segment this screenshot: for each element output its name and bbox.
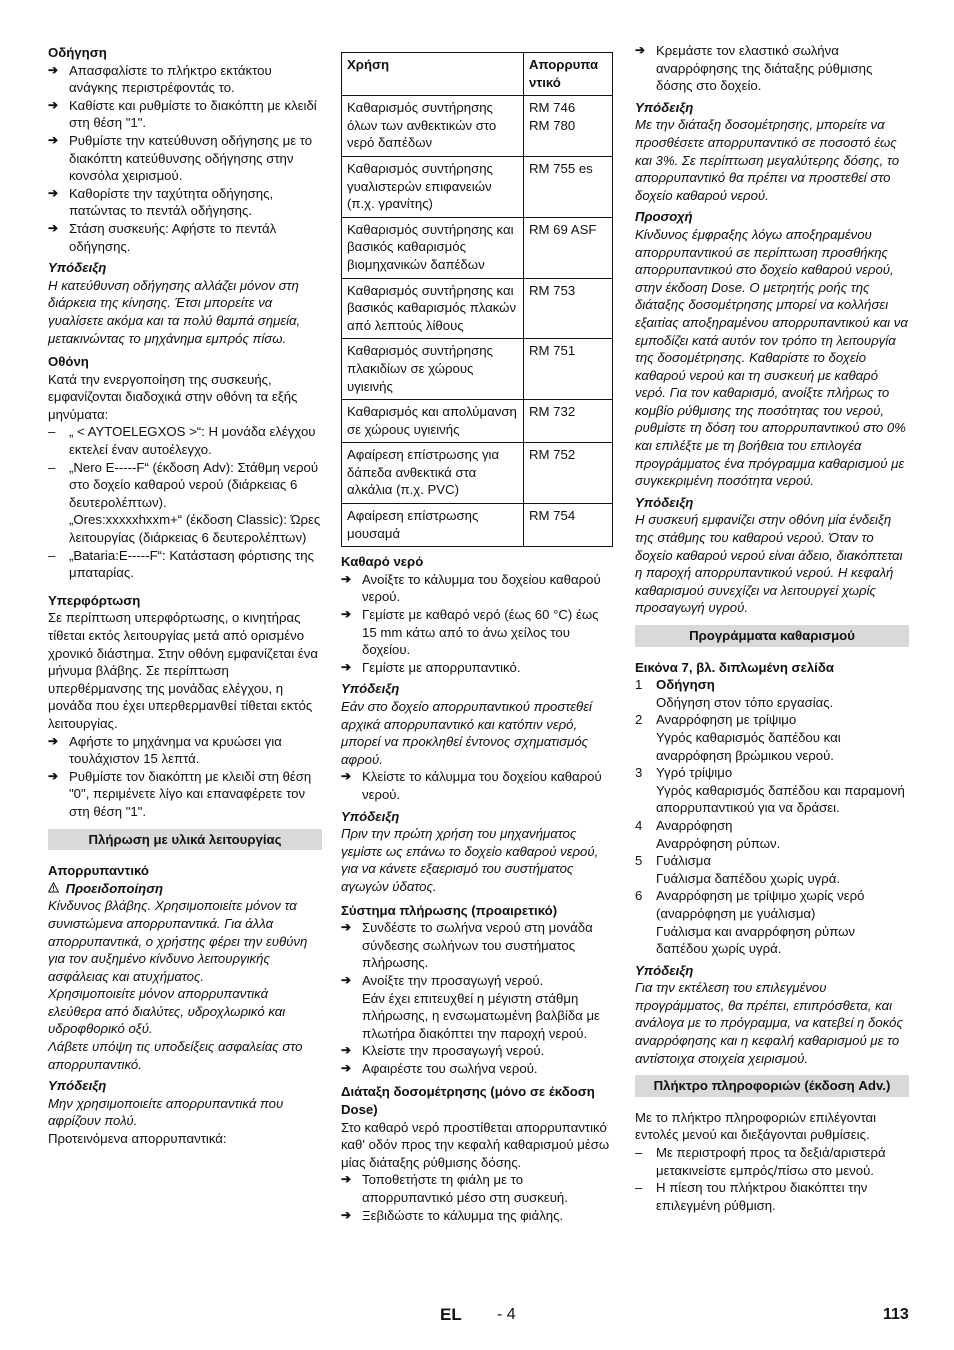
table-row	[342, 504, 613, 547]
list-item: – Η πίεση του πλήκτρου διακόπτει την επιλεγμένη ρύθμιση.	[635, 1179, 909, 1214]
note-heading: Υπόδειξη	[635, 99, 694, 115]
list-item: – „Bataria:E-----F“: Κατάσταση φόρτισης της μπαταρίας.	[48, 547, 322, 582]
paragraph: Προτεινόμενα απορρυπαντικά:	[48, 1131, 227, 1147]
paragraph: Με το πλήκτρο πληροφοριών επιλέγονται εντολές μενού και διεξάγονται ρυθμίσεις.	[635, 1109, 877, 1143]
note-text: Η κατεύθυνση οδήγησης αλλάζει μόνον στη διάρκεια της κίνησης. Έτσι μπορείτε να γυαλίσετε ακόμα και τα πολύ θαμπά σημεία, μετακινώντας το μηχάνημα εμπρός πίσω.	[48, 277, 301, 346]
step: ➔ Κλείστε την προσαγωγή νερού.	[341, 1042, 613, 1060]
program-desc: Οδήγηση στον τόπο εργασίας.	[656, 694, 834, 710]
program-desc: Γυάλισμα δαπέδου χωρίς υγρά.	[656, 870, 841, 886]
program-number: 1	[635, 677, 643, 693]
section-page-number: - 4	[497, 1306, 516, 1323]
column-middle	[341, 48, 613, 1224]
detergent-table	[341, 52, 613, 547]
section-heading: Οθόνη	[48, 354, 89, 370]
step: ➔ Στάση συσκευής: Αφήστε το πεντάλ οδήγησης.	[48, 220, 322, 255]
step: ➔ Γεμίστε με καθαρό νερό (έως 60 °C) έως 15 mm κάτω από το άνω χείλος του δοχείου.	[341, 606, 613, 659]
note-heading: Υπόδειξη	[341, 808, 400, 824]
step: ➔ Ξεβιδώστε το κάλυμμα της φιάλης.	[341, 1207, 613, 1225]
step: ➔ Ανοίξτε την προσαγωγή νερού.	[341, 972, 613, 990]
table-row	[342, 278, 613, 339]
figure-reference: Εικόνα 7, βλ. διπλωμένη σελίδα	[635, 659, 834, 675]
table-cell: Καθαρισμός συντήρησης γυαλιστερών επιφανειών (π.χ. γρανίτης)	[342, 156, 524, 217]
warning-heading: Προειδοποίηση	[65, 880, 164, 896]
table-row	[342, 339, 613, 400]
table-row	[342, 156, 613, 217]
program-number: 3	[635, 765, 643, 781]
step: ➔ Ρυθμίστε την κατεύθυνση οδήγησης με το διακόπτη κατεύθυνσης οδήγησης στην κονσόλα χειρισμού.	[48, 132, 322, 185]
page-footer	[0, 1306, 954, 1330]
section-title-bar: Πλήρωση με υλικά λειτουργίας	[48, 829, 322, 851]
note-text: Για την εκτέλεση του επιλεγμένου προγράμματος, θα πρέπει, επιπρόσθετα, και ανάλογα με το πρόγραμμα, να κατεβεί η δοκός αναρρόφησης και η κεφαλή καθαρισμού με το αντίστοιχα στοιχεία χειρισμού.	[635, 980, 903, 1066]
program-desc: Γυάλισμα και αναρρόφηση ρύπων δαπέδου χωρίς υγρά.	[656, 923, 856, 957]
table-row	[342, 217, 613, 278]
program-title: Γυάλισμα	[656, 853, 711, 869]
table-cell: RM 755 es	[524, 156, 613, 217]
section-heading: Διάταξη δοσομέτρησης (μόνο σε έκδοση Dose)	[341, 1084, 595, 1118]
table-cell: Αφαίρεση επίστρωσης μουσαμά	[342, 504, 524, 547]
program-title: Αναρρόφηση με τρίψιμο χωρίς νερό (αναρρόφηση με γυάλισμα)	[656, 888, 865, 921]
program-number: 2	[635, 712, 643, 728]
step: ➔ Αφαιρέστε του σωλήνα νερού.	[341, 1060, 613, 1078]
column-right	[635, 42, 909, 1214]
table-cell: RM 732	[524, 400, 613, 443]
program-item	[635, 676, 909, 711]
step: ➔ Κρεμάστε τον ελαστικό σωλήνα αναρρόφησης της διάταξης ρύθμισης δόσης στο δοχείο.	[635, 42, 909, 95]
step: ➔ Καθορίστε την ταχύτητα οδήγησης, πατώντας το πεντάλ οδήγησης.	[48, 185, 322, 220]
table-row	[342, 96, 613, 157]
note-text: Εάν στο δοχείο απορρυπαντικού προστεθεί αρχικά απορρυπαντικό και κατόπιν νερό, μπορεί να προκληθεί έντονος σχηματισμός αφρού.	[341, 699, 592, 767]
caution-heading: Προσοχή	[635, 209, 693, 225]
program-number: 5	[635, 853, 643, 869]
warning-triangle-icon	[48, 880, 62, 898]
program-title: Αναρρόφηση	[656, 817, 733, 833]
page-number: 113	[883, 1306, 909, 1323]
note-heading: Υπόδειξη	[48, 260, 107, 276]
table-header-cell: Χρήση	[342, 53, 524, 96]
step: ➔ Απασφαλίστε το πλήκτρο εκτάκτου ανάγκης περιστρέφοντάς το.	[48, 62, 322, 97]
program-number: 6	[635, 888, 643, 904]
note-text: Πριν την πρώτη χρήση του μηχανήματος γεμίστε ως επάνω το δοχείο καθαρού νερού, για να κάνετε εξαερισμό του συστήματος αγωγών ύδατος.	[341, 826, 599, 894]
list-item: – Με περιστροφή προς τα δεξιά/αριστερά μετακινείστε εμπρός/πίσω στο μενού.	[635, 1144, 909, 1179]
program-item	[635, 887, 909, 957]
table-cell: RM 69 ASF	[524, 217, 613, 278]
section-heading: Οδήγηση	[48, 45, 107, 60]
note-heading: Υπόδειξη	[341, 681, 400, 697]
paragraph: Στο καθαρό νερό προστίθεται απορρυπαντικό καθ' οδόν προς την κεφαλή καθαρισμού μέσω μίας διάταξης ρύθμισης δόσης.	[341, 1119, 610, 1170]
language-code: EL	[440, 1305, 462, 1324]
note-text: Η συσκευή εμφανίζει στην οθόνη μία ένδειξη της στάθμης του καθαρού νερού. Όταν το δοχείο καθαρού νερού είναι άδειο, διακόπτεται η παροχή απορρυπαντικού νερού. Η κεφαλή καθαρισμού συνεχίζει να λειτουργεί χωρίς προσαγωγή υγρού.	[635, 512, 903, 616]
paragraph: Κατά την ενεργοποίηση της συσκευής, εμφανίζονται διαδοχικά στην οθόνη τα εξής μηνύματα:	[48, 371, 298, 422]
note-text: Μην χρησιμοποιείτε απορρυπαντικά που αφρίζουν πολύ.	[48, 1095, 284, 1129]
table-header-row	[342, 53, 613, 96]
note-heading: Υπόδειξη	[48, 1078, 107, 1094]
paragraph: Σε περίπτωση υπερφόρτωσης, ο κινητήρας τίθεται εκτός λειτουργίας μετά από ορισμένο χρονικό διάστημα. Στην οθόνη εμφανίζεται ένα μήνυμα βλάβης. Σε περίπτωση υπερθέρμανσης της μονάδας ελέγχου, η μονάδα που έχει υπερθερμανθεί τίθεται εκτός λειτουργίας.	[48, 610, 318, 731]
table-cell: Καθαρισμός συντήρησης και βασικός καθαρισμός βιομηχανικών δαπέδων	[342, 217, 524, 278]
step-continued: Εάν έχει επιτευχθεί η μέγιστη στάθμη πλήρωσης, η ενσωματωμένη βαλβίδα με πλωτήρα διακόπτει την παροχή νερού.	[362, 990, 600, 1041]
warning-text: Χρησιμοποιείτε μόνον απορρυπαντικά ελεύθερα από διαλύτες, υδροχλωρικό και υδροφθορικό οξύ.	[48, 986, 286, 1037]
program-desc: Υγρός καθαρισμός δαπέδου και αναρρόφηση βρώμικου νερού.	[656, 729, 841, 763]
step: ➔ Ρυθμίστε τον διακόπτη με κλειδί στη θέση "0", περιμένετε λίγο και επαναφέρετε τον στη θέση "1".	[48, 768, 322, 821]
program-item	[635, 852, 909, 887]
caution-text: Κίνδυνος έμφραξης λόγω αποξηραμένου απορρυπαντικού σε περίπτωση προσθήκης απορρυπαντικού στο δοχείο καθαρού νερού, στην έκδοση Dose. Ο μετρητής ροής της διάταξης δοσομέτρησης μπορεί να κολλήσει εξαιτίας αποξηραμένου απορρυπαντικού και να εμποδίζει κατά αυτόν τον τρόπο τη λειτουργία της δοσομέτρησης. Καθαρίστε το δοχείο καθαρού νερού και τη συσκευή με καθαρό νερό. Για τον καθαρισμό, ανοίξτε πλήρως το κομβίο ρύθμισης της ποσότητας του νερού, ρυθμίστε τη δόση του απορρυπαντικού στο 0% και επιλέξτε με τη βοήθεια του επιλογέα προγράμματος ένα πρόγραμμα καθαρισμού με συγκεκριμένη ποσότητα νερού.	[635, 226, 908, 489]
section-title-bar: Προγράμματα καθαρισμού	[635, 625, 909, 647]
note-text: Με την διάταξη δοσομέτρησης, μπορείτε να προσθέσετε απορρυπαντικό σε ποσοστό έως και 3%. Σε περίπτωση μεγαλύτερης δόσης, το απορρυπαντικό θα πρέπει να προστεθεί στο δοχείο καθαρού νερού.	[635, 117, 900, 203]
table-cell: RM 751	[524, 339, 613, 400]
warning-heading-row	[48, 880, 322, 898]
program-title: Υγρό τρίψιμο	[656, 765, 733, 781]
step: ➔ Ανοίξτε το κάλυμμα του δοχείου καθαρού νερού.	[341, 571, 613, 606]
section-title-bar: Πλήκτρο πληροφοριών (έκδοση Adv.)	[635, 1075, 909, 1097]
table-row	[342, 400, 613, 443]
table-cell: RM 753	[524, 278, 613, 339]
table-cell: Καθαρισμός συντήρησης και βασικός καθαρισμός πλακών από λεπτούς λίθους	[342, 278, 524, 339]
table-cell: RM 746 RM 780	[524, 96, 613, 157]
program-item	[635, 764, 909, 817]
program-title: Αναρρόφηση με τρίψιμο	[656, 712, 797, 728]
table-cell: Αφαίρεση επίστρωσης για δάπεδα ανθεκτικά στα αλκάλια (π.χ. PVC)	[342, 443, 524, 504]
section-heading: Σύστημα πλήρωσης (προαιρετικό)	[341, 902, 558, 918]
table-row	[342, 443, 613, 504]
step: ➔ Γεμίστε με απορρυπαντικό.	[341, 659, 613, 677]
step: ➔ Τοποθετήστε τη φιάλη με το απορρυπαντικό μέσο στη συσκευή.	[341, 1171, 613, 1206]
table-cell: Καθαρισμός συντήρησης πλακιδίων σε χώρους υγιεινής	[342, 339, 524, 400]
note-heading: Υπόδειξη	[635, 962, 694, 978]
list-item: – „ < AYTOELEGXOS >“: Η μονάδα ελέγχου εκτελεί έναν αυτοέλεγχο.	[48, 423, 322, 458]
list-item: – „Nero E-----F“ (έκδοση Adv): Στάθμη νερού στο δοχείο καθαρού νερού (διάρκειας 6 δευτερολέπτων).	[48, 459, 322, 512]
program-title: Οδήγηση	[656, 677, 715, 693]
step: ➔ Κλείστε το κάλυμμα του δοχείου καθαρού νερού.	[341, 768, 613, 803]
table-cell: Καθαρισμός και απολύμανση σε χώρους υγιεινής	[342, 400, 524, 443]
step: ➔ Συνδέστε το σωλήνα νερού στη μονάδα σύνδεσης σωλήνων του συστήματος πλήρωσης.	[341, 919, 613, 972]
program-item	[635, 817, 909, 852]
list-item-continued: „Ores:xxxxxhxxm+“ (έκδοση Classic): Ώρες λειτουργίας (διάρκειας 6 δευτερολέπτων)	[69, 512, 321, 546]
table-header-cell: Απορρυπα ντικό	[524, 53, 613, 96]
step: ➔ Καθίστε και ρυθμίστε το διακόπτη με κλειδί στη θέση "1".	[48, 97, 322, 132]
table-cell: RM 752	[524, 443, 613, 504]
column-left	[48, 44, 322, 1148]
section-heading: Απορρυπαντικό	[48, 863, 149, 879]
note-heading: Υπόδειξη	[635, 494, 694, 510]
table-cell: Καθαρισμός συντήρησης όλων των ανθεκτικών στο νερό δαπέδων	[342, 96, 524, 157]
program-desc: Υγρός καθαρισμός δαπέδου και παραμονή απορρυπαντικού για να δράσει.	[656, 782, 905, 816]
program-item	[635, 711, 909, 764]
program-desc: Αναρρόφηση ρύπων.	[656, 835, 781, 851]
table-cell: RM 754	[524, 504, 613, 547]
warning-text: Κίνδυνος βλάβης. Χρησιμοποιείτε μόνον τα συνιστώμενα απορρυπαντικά. Για άλλα απορρυπαντικά, ο χρήστης φέρει την ευθύνη για τον αυξημένο κίνδυνο λειτουργικής ασφάλειας και ατυχήματος.	[48, 898, 308, 984]
program-number: 4	[635, 817, 643, 833]
warning-text: Λάβετε υπόψη τις υποδείξεις ασφαλείας στο απορρυπαντικό.	[48, 1039, 303, 1072]
step: ➔ Αφήστε το μηχάνημα να κρυώσει για τουλάχιστον 15 λεπτά.	[48, 733, 322, 768]
section-heading: Υπερφόρτωση	[48, 592, 141, 608]
section-heading: Καθαρό νερό	[341, 554, 424, 570]
